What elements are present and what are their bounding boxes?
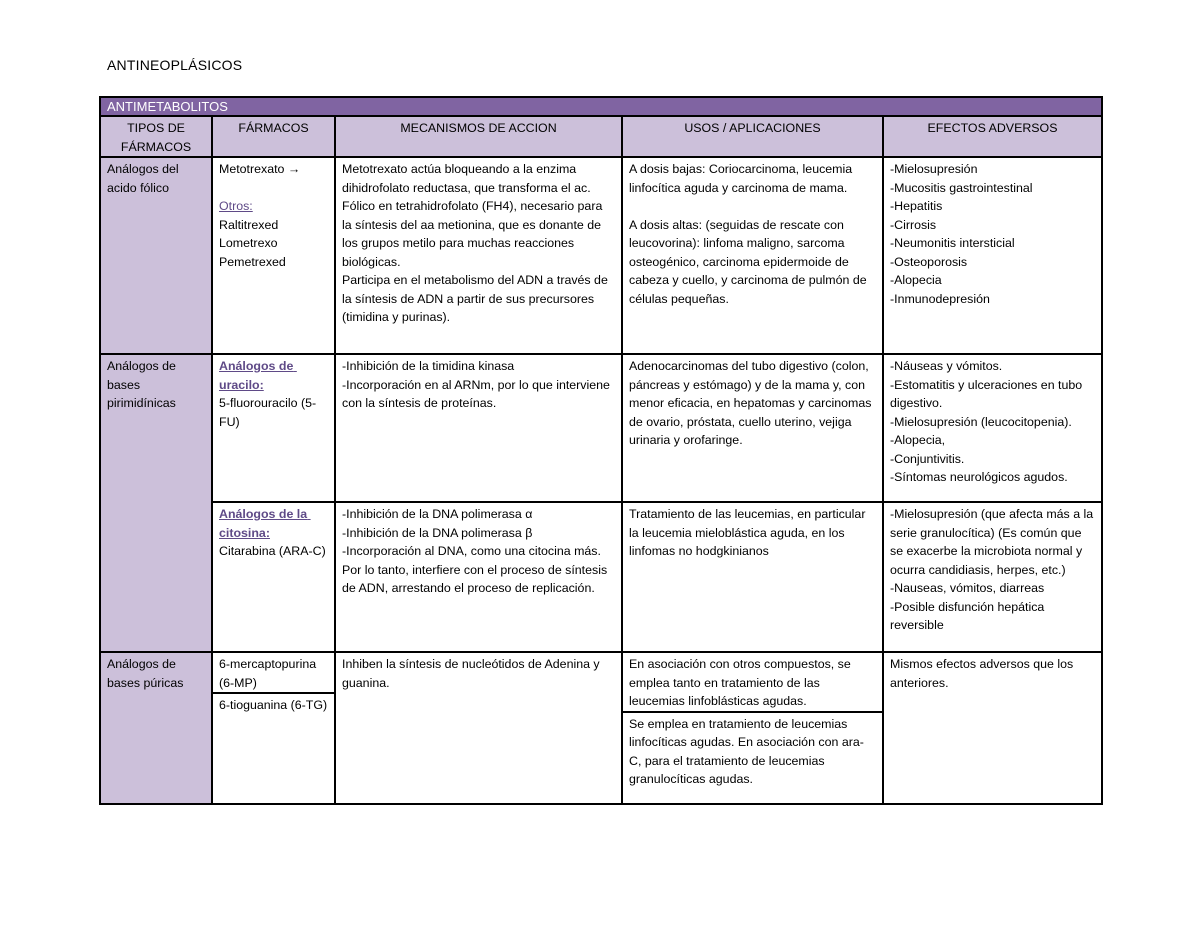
uses-high-dose: A dosis altas: (seguidas de rescate con leucovorina): linfoma maligno, sarcoma osteogénico, carcinoma epidermoide de cabeza y cuello, y carcinoma de pulmón de células pequeñas. — [629, 217, 871, 306]
mechanism-citosina — [335, 502, 622, 652]
drug-others-label: Otros: — [219, 199, 253, 213]
uses-puricas-2 — [623, 713, 882, 789]
drugs-citosina — [212, 502, 335, 652]
effect-item: -Alopecia — [890, 273, 942, 287]
drug-citarabina: Citarabina (ARA-C) — [219, 544, 326, 558]
citosina-label: Análogos de la citosina: — [219, 507, 311, 540]
uses-citosina — [622, 502, 883, 652]
effect-item: -Náuseas y vómitos. — [890, 359, 1003, 373]
effect-item: -Síntomas neurológicos agudos. — [890, 470, 1068, 484]
uses-low-dose: A dosis bajas: Coriocarcinoma, leucemia linfocítica aguda y carcinoma de mama. — [629, 162, 856, 195]
effect-item: -Neumonitis intersticial — [890, 236, 1015, 250]
type-folico: Análogos del acido fólico — [100, 157, 212, 354]
antimetabolitos-table — [99, 96, 1103, 805]
header-efectos: EFECTOS ADVERSOS — [883, 116, 1102, 157]
drug-6mp — [213, 653, 334, 694]
uses-text: En asociación con otros compuestos, se emplea tanto en tratamiento de las leucemias linfoblásticas agudas. — [629, 657, 855, 708]
table-row-puricas — [100, 652, 1102, 804]
uses-folico — [622, 157, 883, 354]
mechanism-text: Metotrexato actúa bloqueando a la enzima dihidrofolato reductasa, que transforma el ac. Fólico en tetrahidrofolato (FH4), necesario para la síntesis del aa metionina, que es donante de los grupos metilo para muchas reacciones biológicas. Participa en el metabolismo del ADN a través de la síntesis de ADN a partir de sus precursores (timidina y purinas). — [342, 162, 608, 324]
type-pirimidinicas: Análogos de bases pirimidínicas — [100, 354, 212, 652]
uses-puricas-1 — [623, 653, 882, 713]
mechanism-text: Inhiben la síntesis de nucleótidos de Adenina y guanina. — [342, 657, 604, 690]
mechanism-item: -Inhibición de la timidina kinasa — [342, 359, 515, 373]
drug-other: Lometrexo — [219, 236, 278, 250]
effect-item: -Hepatitis — [890, 199, 943, 213]
effect-item: -Mielosupresión (leucocitopenia). — [890, 414, 1072, 429]
drugs-uracilo — [212, 354, 335, 502]
effects-folico — [883, 157, 1102, 354]
drug-other: Raltitrexed — [219, 217, 279, 232]
header-tipos: TIPOS DE FÁRMACOS — [100, 116, 212, 157]
drugs-puricas — [212, 652, 335, 804]
effects-uracilo — [883, 354, 1102, 502]
effect-item: -Cirrosis — [890, 217, 937, 232]
uses-uracilo — [622, 354, 883, 502]
table-header-row — [100, 116, 1102, 157]
effect-item: -Mielosupresión (que afecta más a la serie granulocítica) (Es común que se exacerbe la microbiota normal y ocurra candidiasis, herpes, etc.) — [890, 507, 1097, 577]
table-title-row — [100, 97, 1102, 116]
effect-item: -Inmunodepresión — [890, 291, 990, 306]
effect-item: -Nauseas, vómitos, diarreas — [890, 581, 1045, 595]
mechanism-item: -Incorporación en al ARNm, por lo que interviene con la síntesis de proteínas. — [342, 377, 614, 410]
mechanism-folico — [335, 157, 622, 354]
document-title: ANTINEOPLÁSICOS — [107, 57, 243, 73]
effects-text: Mismos efectos adversos que los anteriores. — [890, 657, 1077, 690]
mechanism-item: -Inhibición de la DNA polimerasa β — [342, 525, 533, 540]
uses-text: Tratamiento de las leucemias, en particular la leucemia mieloblástica aguda, en los linfomas no hodgkinianos — [629, 507, 869, 558]
effects-citosina — [883, 502, 1102, 652]
effect-item: -Posible disfunción hepática reversible — [890, 599, 1048, 632]
drug-5fu: 5-fluorouracilo (5-FU) — [219, 396, 317, 429]
table-title: ANTIMETABOLITOS — [100, 97, 1102, 116]
table-row-uracilo — [100, 354, 1102, 502]
header-farmacos: FÁRMACOS — [212, 116, 335, 157]
type-puricas: Análogos de bases púricas — [100, 652, 212, 804]
table-row-citosina — [100, 502, 1102, 652]
effect-item: -Osteoporosis — [890, 254, 968, 269]
header-usos: USOS / APLICACIONES — [622, 116, 883, 157]
mechanism-item: -Incorporación al DNA, como una citocina más. — [342, 544, 601, 558]
arrow-right-icon: → — [287, 162, 301, 176]
drugs-folico — [212, 157, 335, 354]
uses-text: Se emplea en tratamiento de leucemias linfocíticas agudas. En asociación con ara-C, para el tratamiento de leucemias granulocíticas agudas. — [629, 716, 864, 786]
uses-puricas — [622, 652, 883, 804]
header-mecanismos: MECANISMOS DE ACCION — [335, 116, 622, 157]
drug-main — [219, 160, 328, 179]
effect-item: -Conjuntivitis. — [890, 451, 965, 466]
effect-item: -Mucositis gastrointestinal — [890, 180, 1033, 195]
drug-6tg — [213, 694, 334, 715]
effect-item: -Estomatitis y ulceraciones en tubo digestivo. — [890, 377, 1086, 410]
uracilo-label: Análogos de uracilo: — [219, 359, 297, 392]
effect-item: -Alopecia, — [890, 433, 946, 447]
drug-6mp-text: 6-mercaptopurina (6-MP) — [219, 657, 320, 690]
mechanism-uracilo — [335, 354, 622, 502]
effects-puricas — [883, 652, 1102, 804]
drug-6tg-text: 6-tioguanina (6-TG) — [219, 698, 328, 712]
drug-metotrexato: Metotrexato — [219, 162, 285, 176]
effect-item: -Mielosupresión — [890, 162, 978, 176]
mechanism-item: Por lo tanto, interfiere con el proceso de síntesis de ADN, arrestando el proceso de replicación. — [342, 562, 611, 595]
table-row-folico — [100, 157, 1102, 354]
drug-other: Pemetrexed — [219, 254, 286, 269]
mechanism-puricas — [335, 652, 622, 804]
mechanism-item: -Inhibición de la DNA polimerasa α — [342, 507, 533, 521]
uses-text: Adenocarcinomas del tubo digestivo (colon, páncreas y estómago) y de la mama y, con menor eficacia, en hepatomas y carcinomas de ovario, próstata, cuello uterino, vejiga urinaria y orofaringe. — [629, 359, 875, 447]
